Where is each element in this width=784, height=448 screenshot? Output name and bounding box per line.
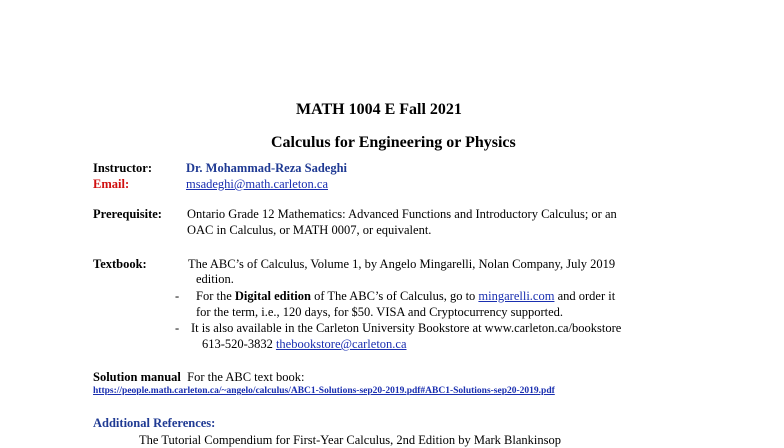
prerequisite-label: Prerequisite: [93,207,162,221]
solution-manual-link[interactable]: https://people.math.carleton.ca/~angelo/calculus/ABC1-Solutions-sep20-2019.pdf#ABC1-Solutions-sep20-2019.pdf [93,386,555,396]
textbook-line2: edition. [196,272,234,286]
textbook-bullet-digital [196,289,615,304]
solution-manual-label: Solution manual [93,370,181,384]
course-subtitle: Calculus for Engineering or Physics [271,134,516,151]
additional-reference-1: The Tutorial Compendium for First-Year Calculus, 2nd Edition by Mark Blankinsop [139,433,561,447]
textbook-bullet-digital-line2: for the term, i.e., 120 days, for $50. VISA and Cryptocurrency supported. [196,305,564,319]
instructor-label: Instructor: [93,161,153,175]
solution-manual-text: For the ABC text book: [187,370,305,384]
prerequisite-line1: Ontario Grade 12 Mathematics: Advanced Functions and Introductory Calculus; or an [187,207,617,221]
course-title: MATH 1004 E Fall 2021 [296,101,462,118]
bullet-dash: - [175,321,180,335]
mingarelli-link[interactable]: mingarelli.com [478,289,555,303]
bookstore-phone: 613-520-3832 [202,337,273,351]
additional-references-label: Additional References: [93,416,216,430]
instructor-email-link[interactable]: msadeghi@math.carleton.ca [186,177,329,191]
bullet-text: and order it [554,289,616,303]
textbook-line1: The ABC’s of Calculus, Volume 1, by Angelo Mingarelli, Nolan Company, July 2019 [188,257,616,271]
bookstore-email-link[interactable]: thebookstore@carleton.ca [275,337,407,351]
solution-manual-line [93,370,305,385]
bullet-text: of The ABC’s of Calculus, go to [310,289,479,303]
instructor-name: Dr. Mohammad-Reza Sadeghi [186,161,347,175]
email-label: Email: [93,177,130,191]
digital-edition-bold: Digital edition [234,289,311,303]
textbook-label: Textbook: [93,257,147,271]
bullet-dash: - [175,289,180,303]
bullet-text: For the [196,289,235,303]
bookstore-contact [202,337,407,352]
prerequisite-line2: OAC in Calculus, or MATH 0007, or equivalent. [187,223,432,237]
textbook-bullet-bookstore: It is also available in the Carleton University Bookstore at www.carleton.ca/bookstore [191,321,622,335]
